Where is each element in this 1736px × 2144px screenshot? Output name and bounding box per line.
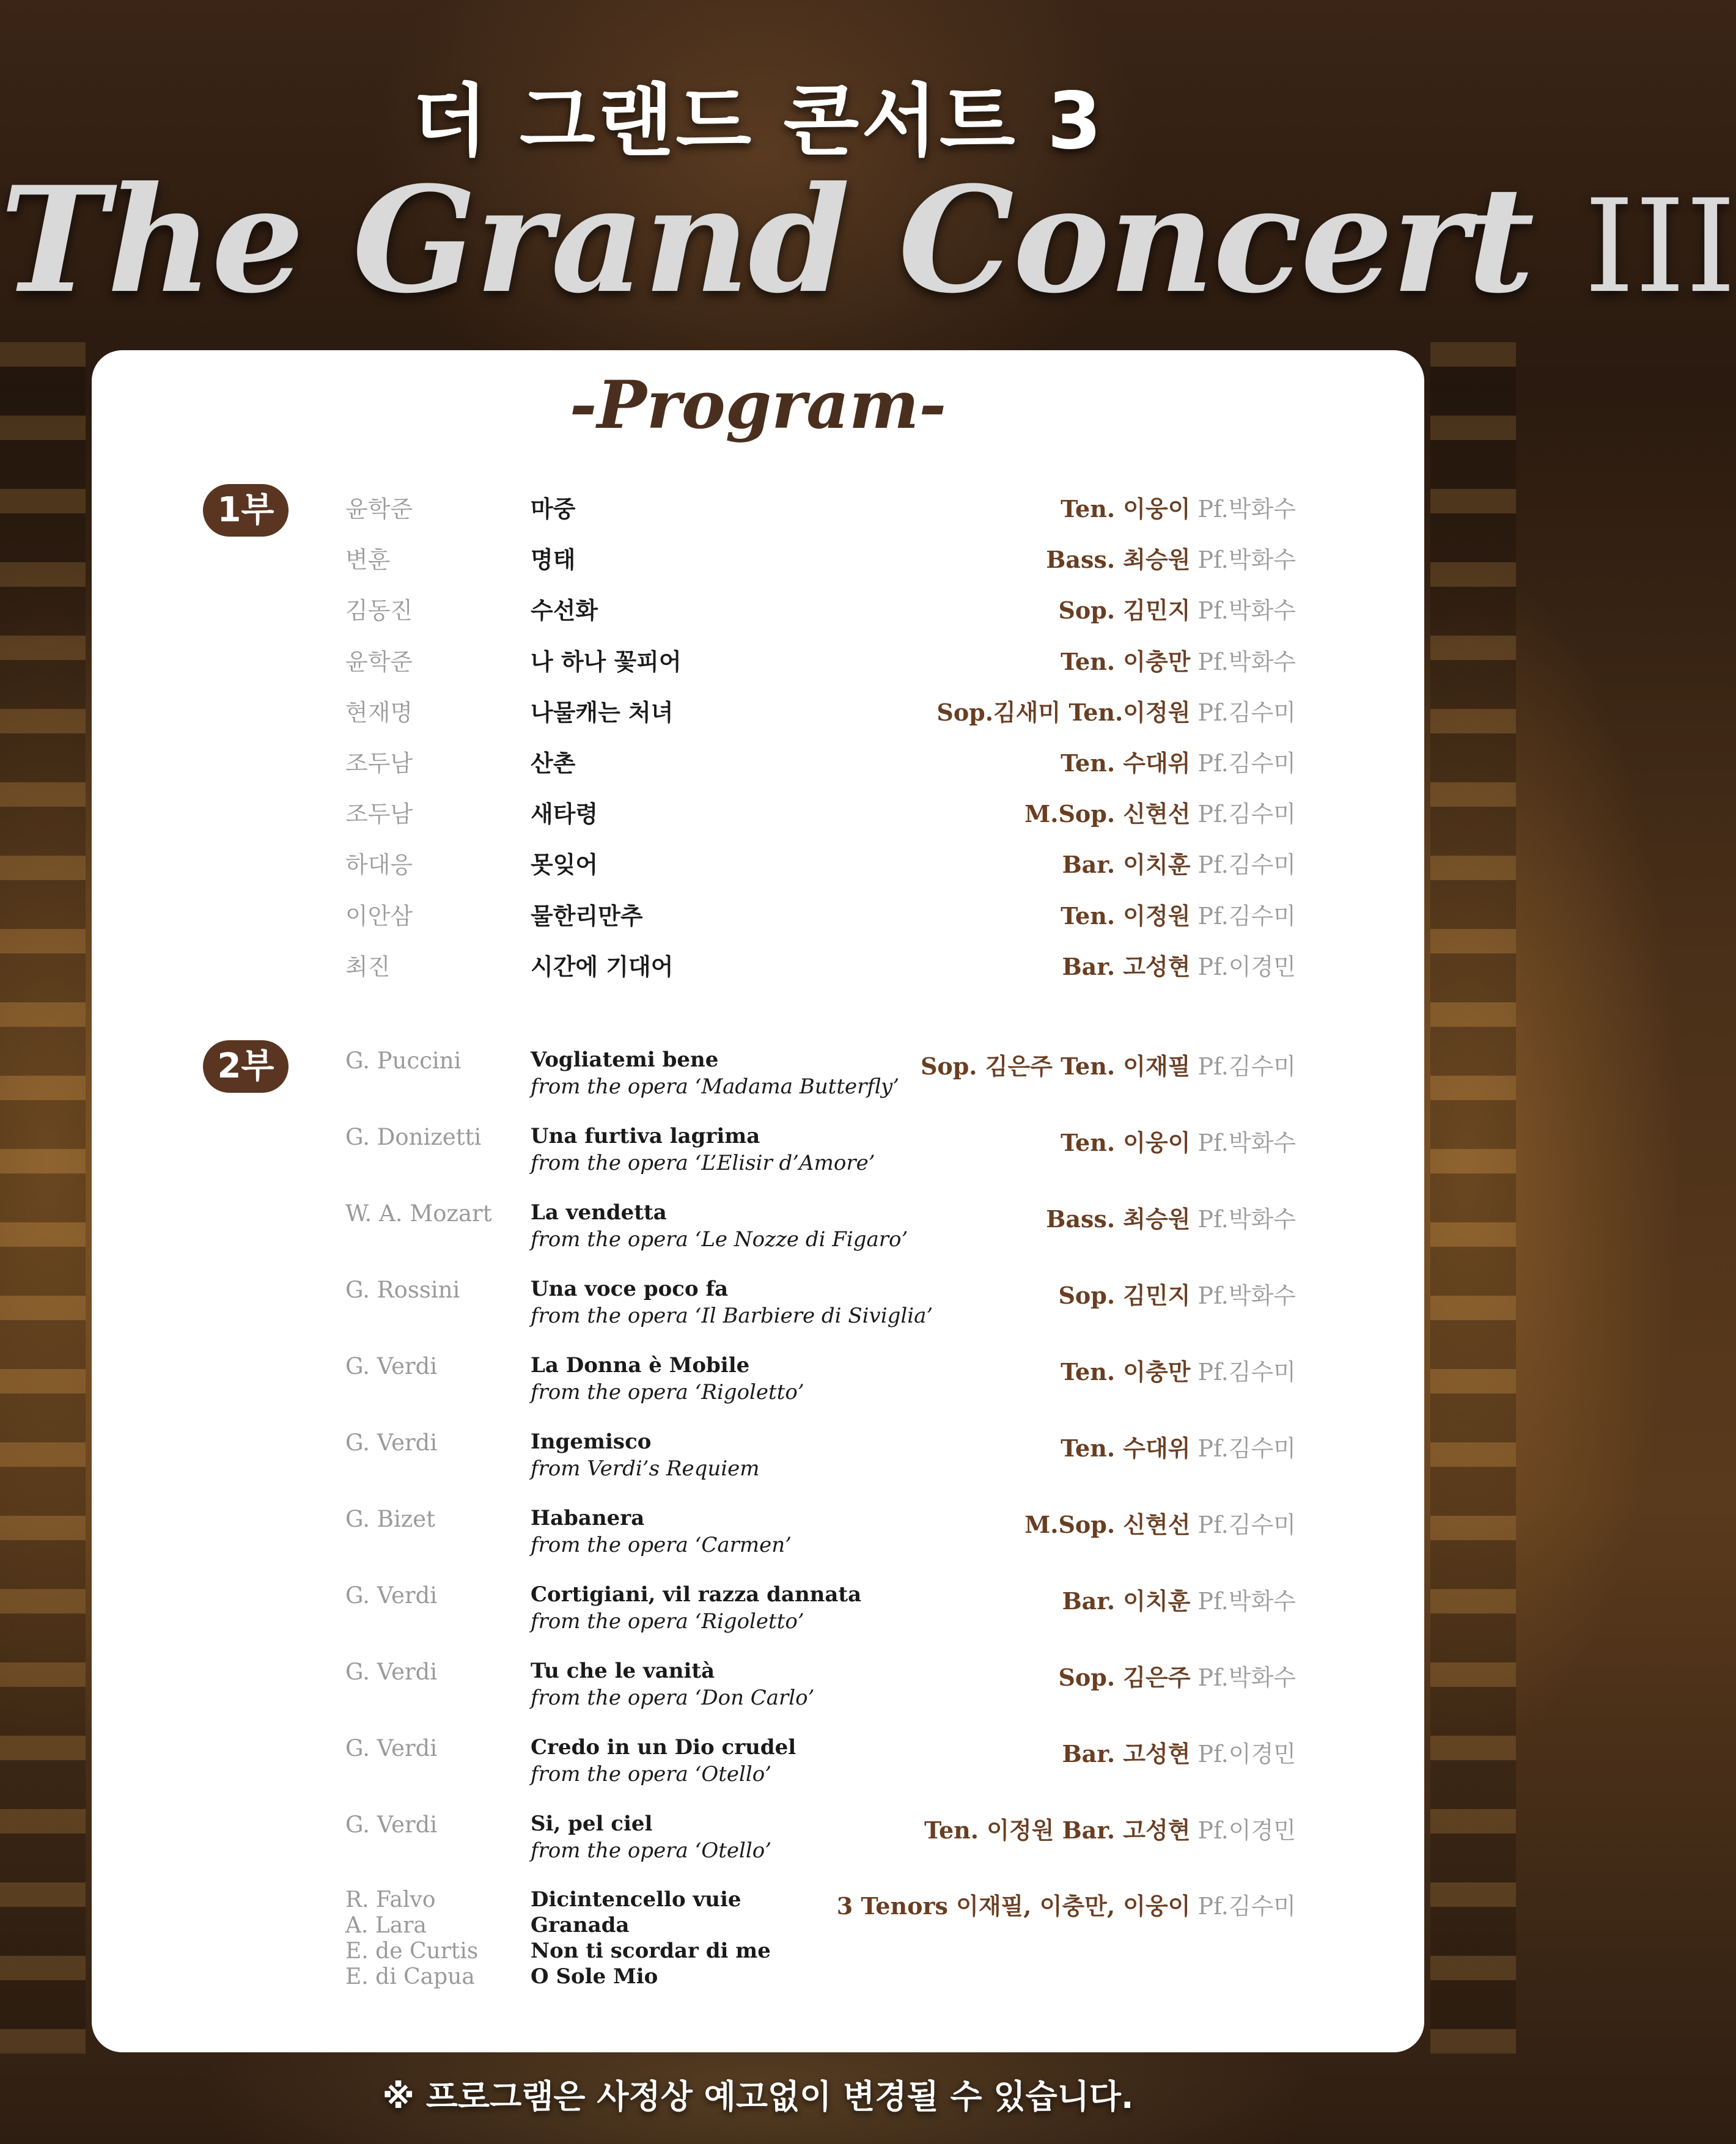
performer bbox=[1061, 643, 1296, 677]
composer: G. Bizet bbox=[345, 1506, 436, 1532]
pianist: Pf.박화수 bbox=[1197, 648, 1296, 675]
program-row bbox=[0, 846, 1516, 895]
pianist: Pf.김수미 bbox=[1197, 1893, 1296, 1920]
song-title: 물한리만추 bbox=[531, 902, 643, 930]
program-row bbox=[0, 1735, 1516, 1796]
program-row bbox=[0, 1582, 1516, 1643]
performer bbox=[924, 1812, 1296, 1845]
song-title: 마중 bbox=[531, 496, 576, 523]
pianist: Pf.박화수 bbox=[1197, 1206, 1296, 1233]
program-row bbox=[0, 1659, 1516, 1720]
singers: Ten. 수대위 bbox=[1061, 749, 1191, 777]
singers: M.Sop. 신현선 bbox=[1024, 800, 1191, 828]
composer: 윤학준 bbox=[345, 496, 413, 523]
program-heading: -Program- bbox=[569, 367, 947, 444]
composer: G. Rossini bbox=[345, 1277, 460, 1303]
singers: Ten. 이웅이 bbox=[1061, 1129, 1191, 1156]
singers: Ten. 이정원 Bar. 고성현 bbox=[924, 1816, 1191, 1844]
singers: Bar. 이치훈 bbox=[1062, 851, 1191, 879]
composer: G. Verdi bbox=[345, 1659, 438, 1685]
song-source: from Verdi’s Requiem bbox=[531, 1456, 760, 1481]
song-title: Tu che le vanità bbox=[531, 1659, 715, 1683]
song-title: Ingemisco bbox=[531, 1430, 652, 1454]
pianist: Pf.김수미 bbox=[1197, 750, 1296, 777]
program-row bbox=[0, 897, 1516, 946]
song-title: Habanera bbox=[531, 1506, 645, 1530]
song-source: from the opera ‘Don Carlo’ bbox=[531, 1686, 815, 1710]
composer: G. Verdi bbox=[345, 1582, 438, 1609]
singers: Bar. 고성현 bbox=[1062, 1740, 1191, 1768]
composer: 현재명 bbox=[345, 699, 413, 726]
program-row bbox=[0, 948, 1516, 997]
pianist: Pf.김수미 bbox=[1197, 801, 1296, 828]
pianist: Pf.김수미 bbox=[1197, 699, 1296, 726]
composer: 하대응 bbox=[345, 851, 413, 879]
singers: Ten. 이충만 bbox=[1061, 1358, 1191, 1386]
performer bbox=[1061, 744, 1296, 778]
performer bbox=[1062, 1735, 1296, 1769]
song-title: 못잊어 bbox=[531, 851, 598, 879]
program-row bbox=[0, 541, 1516, 590]
singers: 3 Tenors 이재필, 이충만, 이웅이 bbox=[836, 1892, 1191, 1920]
program-row bbox=[0, 1048, 1516, 1109]
song-source: from the opera ‘Otello’ bbox=[531, 1838, 772, 1863]
song-source: from the opera ‘Madama Butterfly’ bbox=[531, 1074, 900, 1099]
song-source: from the opera ‘Carmen’ bbox=[531, 1533, 792, 1557]
program-row bbox=[0, 694, 1516, 743]
song-source: from the opera ‘Otello’ bbox=[531, 1762, 772, 1786]
composer: G. Verdi bbox=[345, 1430, 438, 1456]
pianist: Pf.박화수 bbox=[1197, 597, 1296, 625]
song-title: 시간에 기대어 bbox=[531, 953, 674, 980]
song-title: Cortigiani, vil razza dannata bbox=[531, 1582, 862, 1607]
song-title: Dicintencello vuie bbox=[531, 1887, 741, 1912]
program-row bbox=[0, 744, 1516, 793]
pianist: Pf.박화수 bbox=[1197, 1664, 1296, 1691]
pianist: Pf.김수미 bbox=[1197, 1435, 1296, 1462]
program-row bbox=[0, 1430, 1516, 1491]
singers: Bar. 고성현 bbox=[1062, 952, 1191, 980]
song-source: from the opera ‘L’Elisir d’Amore’ bbox=[531, 1151, 875, 1175]
singers: Ten. 수대위 bbox=[1061, 1434, 1191, 1462]
performer bbox=[936, 694, 1296, 727]
song-title: O Sole Mio bbox=[531, 1964, 658, 1989]
composer: R. Falvo bbox=[345, 1887, 436, 1912]
english-title bbox=[0, 155, 1736, 326]
song-title: Non ti scordar di me bbox=[531, 1939, 771, 1963]
composer: 조두남 bbox=[345, 750, 413, 777]
composer: W. A. Mozart bbox=[345, 1200, 492, 1227]
song-title: 수선화 bbox=[531, 597, 598, 625]
singers: Sop.김새미 Ten.이정원 bbox=[936, 698, 1191, 726]
song-source: from the opera ‘Rigoletto’ bbox=[531, 1609, 804, 1634]
performer bbox=[1061, 1124, 1296, 1158]
song-title: Granada bbox=[531, 1913, 630, 1937]
performer bbox=[837, 1887, 1296, 1921]
performer bbox=[1058, 1277, 1296, 1310]
singers: Ten. 이웅이 bbox=[1061, 495, 1191, 523]
singers: Sop. 김은주 Ten. 이재필 bbox=[920, 1052, 1191, 1080]
song-title: 나 하나 꽃피어 bbox=[531, 648, 682, 675]
pianist: Pf.김수미 bbox=[1197, 902, 1296, 930]
pianist: Pf.이경민 bbox=[1197, 1817, 1296, 1844]
composer: A. Lara bbox=[345, 1913, 427, 1938]
singers: Ten. 이충만 bbox=[1061, 647, 1191, 675]
pianist: Pf.김수미 bbox=[1197, 851, 1296, 879]
change-notice: ※ 프로그램은 사정상 예고없이 변경될 수 있습니다. bbox=[382, 2077, 1134, 2116]
composer: 변훈 bbox=[345, 546, 391, 574]
singers: Sop. 김은주 bbox=[1058, 1664, 1191, 1691]
singers: Bass. 최승원 bbox=[1046, 546, 1191, 574]
composer: 최진 bbox=[345, 953, 391, 980]
pianist: Pf.박화수 bbox=[1197, 496, 1296, 523]
english-title-main: The Grand Concert bbox=[0, 155, 1534, 326]
performer bbox=[1061, 897, 1296, 931]
composer: G. Verdi bbox=[345, 1353, 438, 1379]
composer: 이안삼 bbox=[345, 902, 413, 930]
part1-badge: 1부 bbox=[203, 484, 289, 537]
song-title: Credo in un Dio crudel bbox=[531, 1735, 796, 1760]
program-row bbox=[0, 1812, 1516, 1873]
program-row bbox=[0, 795, 1516, 844]
pianist: Pf.박화수 bbox=[1197, 1282, 1296, 1309]
performer bbox=[1062, 1582, 1296, 1616]
pianist: Pf.박화수 bbox=[1197, 1129, 1296, 1156]
singers: Ten. 이정원 bbox=[1061, 901, 1191, 930]
singers: Sop. 김민지 bbox=[1058, 597, 1191, 625]
composer: 김동진 bbox=[345, 597, 413, 625]
song-title: 산촌 bbox=[531, 750, 576, 777]
english-title-numeral: III bbox=[1584, 172, 1736, 321]
performer bbox=[1062, 948, 1296, 982]
performer bbox=[1061, 1353, 1296, 1387]
singers: Sop. 김민지 bbox=[1058, 1282, 1191, 1309]
composer: E. de Curtis bbox=[345, 1939, 479, 1964]
program-row bbox=[0, 592, 1516, 641]
korean-title: 더 그랜드 콘서트 3 bbox=[411, 76, 1105, 167]
program-row bbox=[0, 1506, 1516, 1567]
pianist: Pf.박화수 bbox=[1197, 1588, 1296, 1615]
performer bbox=[1024, 1506, 1296, 1540]
performer bbox=[1062, 846, 1296, 879]
pianist: Pf.이경민 bbox=[1197, 953, 1296, 980]
program-row bbox=[0, 1353, 1516, 1414]
song-title: Vogliatemi bene bbox=[531, 1048, 719, 1072]
performer bbox=[921, 1048, 1296, 1081]
pianist: Pf.김수미 bbox=[1197, 1053, 1296, 1080]
program-row bbox=[0, 490, 1516, 539]
song-title: La Donna è Mobile bbox=[531, 1353, 750, 1378]
song-title: 나물캐는 처녀 bbox=[531, 699, 674, 726]
song-title: La vendetta bbox=[531, 1200, 667, 1225]
program-row bbox=[0, 643, 1516, 692]
composer: G. Puccini bbox=[345, 1048, 462, 1074]
performer bbox=[1046, 1200, 1296, 1234]
composer: 윤학준 bbox=[345, 648, 413, 675]
singers: Bar. 이치훈 bbox=[1062, 1587, 1191, 1615]
program-row bbox=[0, 1124, 1516, 1185]
song-source: from the opera ‘Le Nozze di Figaro’ bbox=[531, 1227, 908, 1252]
singers: Bass. 최승원 bbox=[1046, 1205, 1191, 1233]
pianist: Pf.김수미 bbox=[1197, 1359, 1296, 1386]
performer bbox=[1061, 490, 1296, 524]
song-title: 명태 bbox=[531, 546, 576, 574]
singers: M.Sop. 신현선 bbox=[1024, 1511, 1191, 1538]
song-source: from the opera ‘Rigoletto’ bbox=[531, 1380, 804, 1404]
composer: G. Donizetti bbox=[345, 1124, 482, 1150]
pianist: Pf.김수미 bbox=[1197, 1511, 1296, 1538]
composer: 조두남 bbox=[345, 801, 413, 828]
song-source: from the opera ‘Il Barbiere di Siviglia’ bbox=[531, 1304, 933, 1328]
song-title: 새타령 bbox=[531, 801, 598, 828]
performer bbox=[1061, 1430, 1296, 1463]
program-row bbox=[0, 1200, 1516, 1261]
song-title: Una furtiva lagrima bbox=[531, 1124, 760, 1148]
song-title: Si, pel ciel bbox=[531, 1812, 653, 1836]
performer bbox=[1046, 541, 1296, 575]
part2-badge: 2부 bbox=[203, 1040, 289, 1093]
pianist: Pf.박화수 bbox=[1197, 546, 1296, 574]
performer bbox=[1058, 592, 1296, 625]
program-row bbox=[0, 1277, 1516, 1338]
composer: G. Verdi bbox=[345, 1735, 438, 1761]
composer: E. di Capua bbox=[345, 1964, 475, 1989]
pianist: Pf.이경민 bbox=[1197, 1741, 1296, 1768]
performer bbox=[1058, 1659, 1296, 1692]
composer: G. Verdi bbox=[345, 1812, 438, 1838]
performer bbox=[1024, 795, 1296, 829]
song-title: Una voce poco fa bbox=[531, 1277, 729, 1301]
